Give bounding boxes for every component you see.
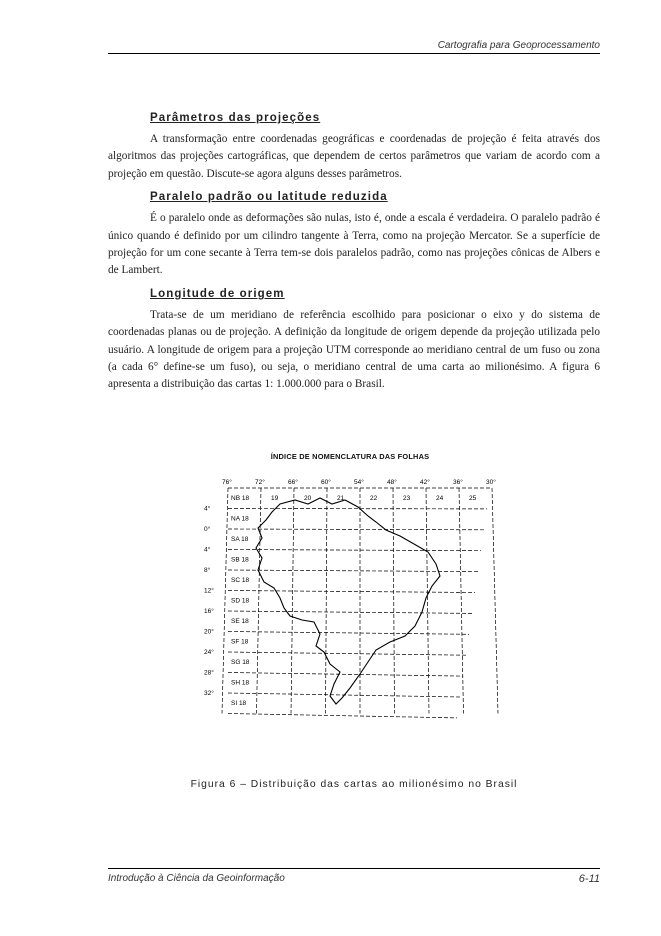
section-title-longitude: Longitude de origem: [150, 287, 285, 300]
parallel-line: [228, 611, 472, 613]
paragraph-paralelo: É o paralelo onde as deformações são nulas, isto é, onde a escala é verdadeira. O paralelo padrão é único quando é definido por um cilindro tangente à Terra, como na projeção Mercator. Se a superfície de projeção for um cone secante à Terra tem-se dois paralelos padrão, como nas projeções cônicas de Albers e de Lambert.: [108, 212, 600, 277]
sheet-column-label: 20: [304, 495, 312, 502]
figure-caption: Figura 6 – Distribuição das cartas ao milionésimo no Brasil: [190, 779, 518, 790]
brazil-index-map: [200, 452, 500, 737]
sheet-row-label: SB 18: [231, 556, 249, 564]
meridian-line: [393, 488, 395, 714]
parallel-line: [228, 529, 484, 530]
meridian-line: [326, 488, 328, 714]
sheet-row-label: SC 18: [231, 577, 250, 584]
parallel-line: [228, 632, 469, 635]
sheet-row-label: SG 18: [231, 659, 250, 666]
sheet-column-label: 22: [370, 495, 378, 502]
sheet-column-label: 24: [436, 495, 444, 502]
meridian-line: [291, 488, 294, 714]
latitude-label: 20°: [204, 628, 214, 636]
parallel-line: [228, 652, 466, 655]
longitude-label: 42°: [420, 479, 430, 486]
meridian-line: [257, 488, 262, 714]
latitude-label: 28°: [204, 669, 214, 677]
sheet-row-label: SI 18: [231, 700, 247, 707]
section-title-paralelo: Paralelo padrão ou latitude reduzida: [150, 191, 388, 204]
latitude-label: 0°: [204, 526, 211, 533]
page-body: [108, 112, 600, 402]
meridian-line: [426, 488, 429, 714]
sheet-row-label: SH 18: [231, 679, 250, 687]
footer-title: Introdução à Ciência da Geoinformação: [108, 873, 285, 884]
paragraph-longitude: Trata-se de um meridiano de referência escolhido para posicionar o eixo y do sistema de coordenadas planas ou de projeção. A definição da longitude de origem depende da projeção utilizada pelo usuário. A longitude de origem para a projeção UTM corresponde ao meridiano central de um fuso ou zona (a cada 6° define-se um fuso), ou seja, o meridiano central de uma carta ao milionésimo. A figura 6 apresenta a distribuição das cartas 1: 1.000.000 para o Brasil.: [108, 308, 600, 391]
sheet-row-label: SD 18: [231, 597, 250, 605]
header-title: Cartografia para Geoprocessamento: [437, 40, 600, 51]
latitude-label: 4°: [204, 546, 211, 554]
latitude-label: 12°: [204, 587, 214, 595]
sheet-column-label: 25: [469, 495, 477, 502]
parallel-line: [228, 591, 475, 593]
paragraph-parametros: A transformação entre coordenadas geográficas e coordenadas de projeção é feita através dos algoritmos das projeções cartográficas, que dependem de certos parâmetros que variam de acordo com a projeção em questão. Discute-se agora alguns desses parâmetros.: [108, 133, 600, 180]
sheet-column-label: 21: [337, 495, 345, 502]
longitude-label: 48°: [387, 479, 397, 486]
parallel-line: [228, 714, 457, 718]
meridian-line: [459, 488, 464, 714]
latitude-label: 32°: [204, 690, 214, 697]
longitude-label: 76°: [222, 479, 232, 486]
sheet-row-label: NB 18: [231, 495, 250, 502]
meridian-line: [492, 488, 498, 714]
parallel-line: [228, 570, 478, 572]
latitude-label: 8°: [204, 567, 211, 574]
sheet-column-label: 19: [271, 495, 279, 502]
longitude-label: 72°: [255, 479, 265, 486]
longitude-label: 36°: [453, 479, 463, 486]
longitude-label: 66°: [288, 479, 298, 486]
longitude-label: 30°: [486, 479, 496, 486]
sheet-row-label: SE 18: [231, 618, 249, 625]
parallel-line: [228, 673, 463, 677]
longitude-label: 54°: [354, 479, 364, 486]
latitude-label: 16°: [204, 608, 214, 615]
sheet-row-label: NA 18: [231, 515, 249, 523]
latitude-label: 4°: [204, 505, 211, 513]
sheet-row-label: SF 18: [231, 638, 249, 646]
map-title: ÍNDICE DE NOMENCLATURA DAS FOLHAS: [270, 452, 430, 461]
figure-map: [200, 452, 500, 737]
page-number: 6-11: [578, 873, 600, 885]
running-footer: [108, 868, 600, 884]
sheet-row-label: SA 18: [231, 536, 249, 543]
section-title-parametros: Parâmetros das projeções: [150, 112, 321, 124]
sheet-column-label: 23: [403, 495, 411, 502]
parallel-line: [228, 550, 481, 551]
latitude-label: 24°: [204, 649, 214, 656]
longitude-label: 60°: [321, 479, 331, 486]
meridian-line: [222, 488, 228, 714]
running-header: [108, 40, 600, 54]
